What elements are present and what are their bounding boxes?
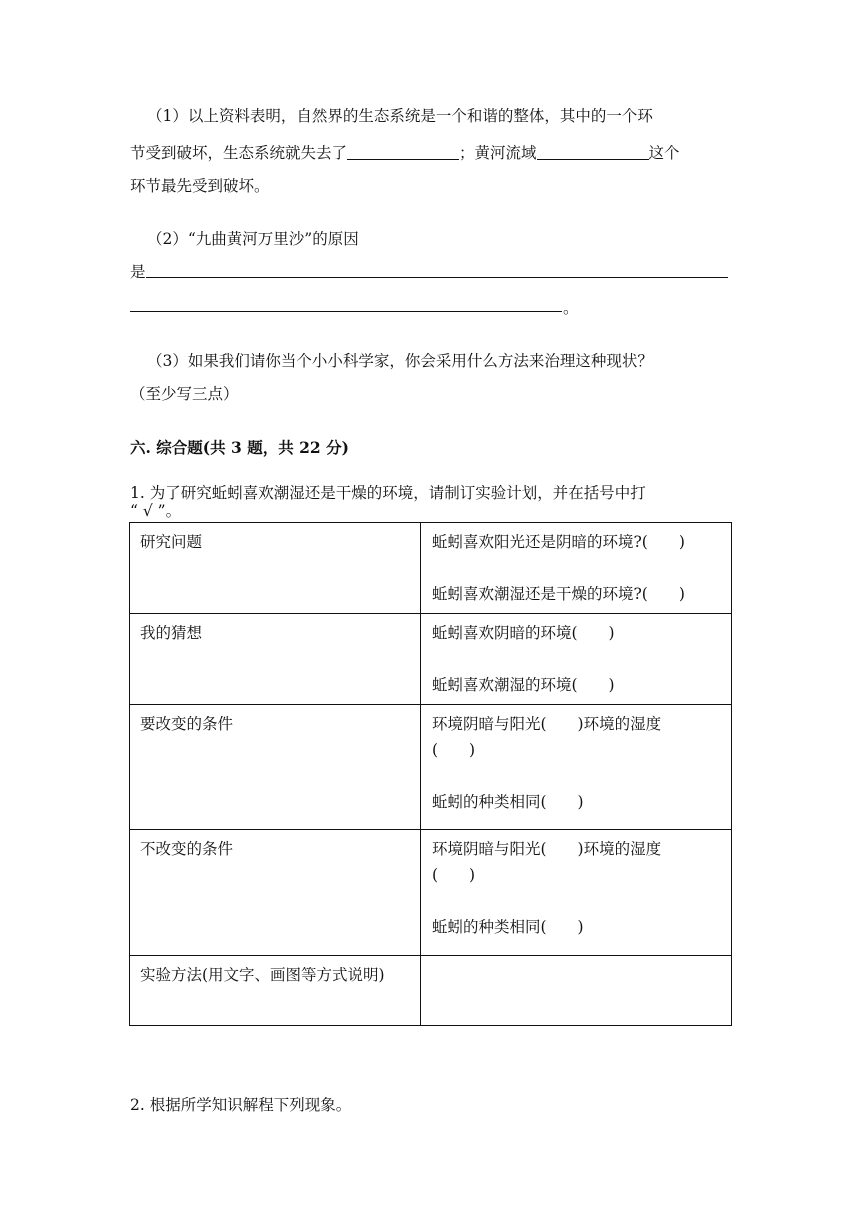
q2-end-mark: 。 — [563, 299, 579, 317]
question2: 2. 根据所学知识解程下列现象。 — [130, 1096, 352, 1114]
q1-line2 — [130, 141, 680, 163]
option-likes-moist[interactable]: 蚯蚓喜欢潮湿的环境( ) — [432, 676, 615, 694]
q1-line2-text-c: 这个 — [648, 144, 680, 162]
variable-changed-options — [421, 705, 732, 830]
answer-line-1[interactable] — [146, 277, 728, 278]
option-light-vs-dark[interactable]: 蚯蚓喜欢阳光还是阴暗的环境?( ) — [432, 533, 685, 551]
q2-line1: （2）“九曲黄河万里沙”的原因 — [147, 230, 359, 248]
row-label-hypothesis: 我的猜想 — [130, 614, 421, 705]
table-row — [130, 956, 732, 1026]
answer-blank-2[interactable] — [537, 145, 649, 160]
row-label-research-question: 研究问题 — [130, 523, 421, 614]
option-moist-vs-dry[interactable]: 蚯蚓喜欢潮湿还是干燥的环境?( ) — [432, 585, 685, 603]
q2-line2-label: 是 — [130, 263, 146, 281]
question1-line2: “ √ ”。 — [130, 502, 182, 520]
q3-line1: （3）如果我们请你当个小小科学家，你会采用什么方法来治理这种现状？ — [147, 352, 653, 370]
row-label-method: 实验方法(用文字、画图等方式说明) — [130, 956, 421, 1026]
q1-line2-text-a: 节受到破坏，生态系统就失去了 — [130, 144, 348, 162]
table-row — [130, 523, 732, 614]
option-changed-light-and-humidity[interactable]: 环境阴暗与阳光( )环境的湿度 — [432, 715, 662, 733]
table-row — [130, 614, 732, 705]
q1-line2-text-b: ；黄河流域 — [459, 144, 537, 162]
option-unchanged-same-species[interactable]: 蚯蚓的种类相同( ) — [432, 918, 584, 936]
answer-blank-1[interactable] — [347, 145, 459, 160]
table-row — [130, 830, 732, 956]
row-label-variable-unchanged: 不改变的条件 — [130, 830, 421, 956]
variable-unchanged-options — [421, 830, 732, 956]
answer-line-2[interactable] — [130, 311, 562, 312]
option-unchanged-light-and-humidity[interactable]: 环境阴暗与阳光( )环境的湿度 — [432, 840, 662, 858]
row-label-variable-changed: 要改变的条件 — [130, 705, 421, 830]
option-unchanged-humidity-bracket[interactable]: ( ) — [432, 866, 476, 884]
q1-line1: （1）以上资料表明，自然界的生态系统是一个和谐的整体，其中的一个环 — [147, 107, 653, 125]
option-likes-dark[interactable]: 蚯蚓喜欢阴暗的环境( ) — [432, 624, 615, 642]
q1-line3: 环节最先受到破坏。 — [130, 177, 270, 195]
option-changed-humidity-bracket[interactable]: ( ) — [432, 741, 476, 759]
table-row — [130, 705, 732, 830]
question1-line1: 1. 为了研究蚯蚓喜欢潮湿还是干燥的环境，请制订实验计划，并在括号中打 — [130, 484, 646, 502]
hypothesis-options — [421, 614, 732, 705]
experiment-table — [129, 522, 732, 1026]
option-changed-same-species[interactable]: 蚯蚓的种类相同( ) — [432, 793, 584, 811]
section-title: 六. 综合题(共 3 题，共 22 分) — [130, 438, 349, 457]
q3-line2: （至少写三点） — [130, 385, 239, 403]
research-question-options — [421, 523, 732, 614]
method-answer-cell[interactable] — [421, 956, 732, 1026]
